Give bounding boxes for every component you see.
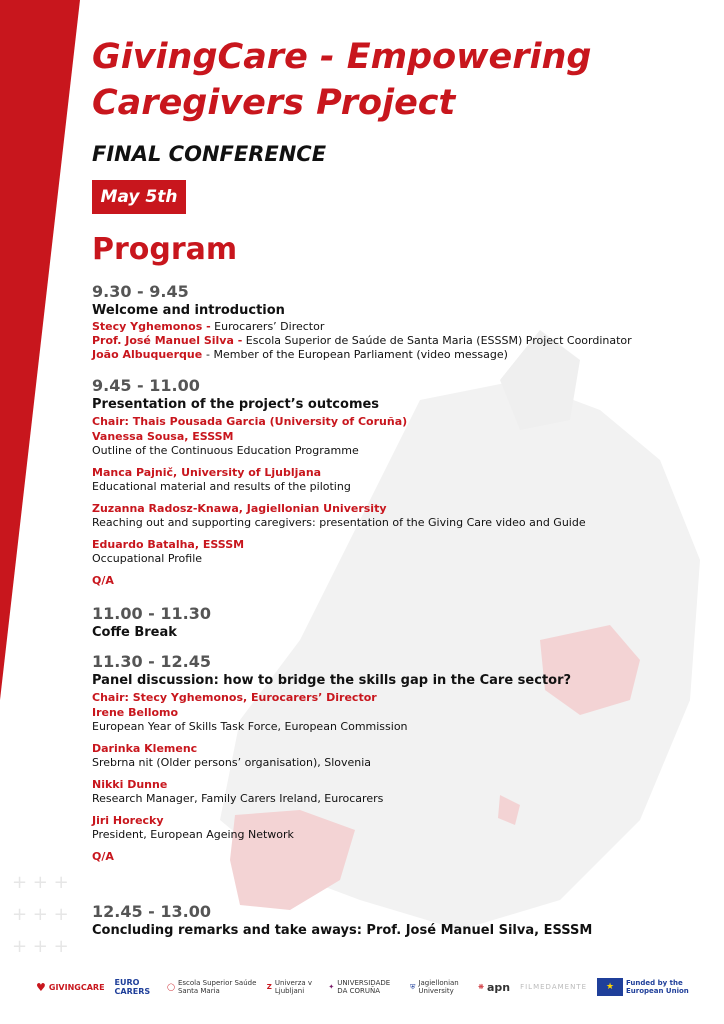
session-title: Coffe Break [92,625,177,640]
session-title: Welcome and introduction [92,303,285,318]
conference-subtitle: FINAL CONFERENCE [92,142,327,166]
speaker-name: Darinka Klemenc [92,742,198,755]
session-title: Concluding remarks and take aways: Prof. José Manuel Silva, ESSSM [92,923,593,938]
session-chair: Chair: Thais Pousada Garcia (University of Coruña) [92,415,408,428]
filmedamente-logo: FILMEDAMENTE [520,983,587,991]
speaker-desc: Occupational Profile [92,552,203,565]
session-time: 9.30 - 9.45 [92,282,189,301]
jagiellonian-logo: ⛨ Jagiellonian University [410,979,459,995]
speaker-name: Eduardo Batalha, ESSSM [92,538,245,551]
session-time: 9.45 - 11.00 [92,376,200,395]
speaker-line: Stecy Yghemonos - Eurocarers’ Director [92,320,325,333]
speaker-line: João Albuquerque - Member of the European Parliament (video message) [92,348,508,361]
session-title: Presentation of the project’s outcomes [92,397,380,412]
session-welcome [92,282,712,362]
date-badge: May 5th [92,180,186,214]
program-heading: Program [92,232,238,267]
page-title: GivingCare - Empowering Caregivers Project [92,37,592,123]
qa-label: Q/A [92,574,114,587]
givingcare-logo: ♥ GIVINGCARE [36,980,105,994]
eurocarers-logo: EURO CARERS [114,978,151,996]
speaker-line: Prof. José Manuel Silva - Escola Superior de Saúde de Santa Maria (ESSSM) Project Coordinator [92,334,632,347]
eu-funding-logo: ★ Funded by the European Union [597,978,696,996]
qa-label: Q/A [92,850,114,863]
session-outcomes [92,376,712,588]
partner-logos [36,972,696,1002]
session-title: Panel discussion: how to bridge the skills gap in the Care sector? [92,673,572,688]
speaker-name: Nikki Dunne [92,778,168,791]
speaker-name: Irene Bellomo [92,706,179,719]
speaker-name: Manca Pajnič, University of Ljubljana [92,466,322,479]
session-panel [92,652,712,864]
speaker-name: Vanessa Sousa, ESSSM [92,430,234,443]
session-time: 11.00 - 11.30 [92,604,211,623]
speaker-desc: European Year of Skills Task Force, European Commission [92,720,408,733]
ljubljana-logo: Z Univerza v Ljubljani [266,979,313,995]
session-coffee [92,604,712,642]
session-time: 11.30 - 12.45 [92,652,211,671]
speaker-desc: Reaching out and supporting caregivers: presentation of the Giving Care video and Guide [92,516,586,529]
session-closing [92,902,712,940]
speaker-desc: President, European Ageing Network [92,828,294,841]
speaker-name: Zuzanna Radosz-Knawa, Jagiellonian University [92,502,387,515]
coruna-logo: ✦ UNIVERSIDADE DA CORUÑA [328,979,391,995]
speaker-desc: Research Manager, Family Carers Ireland, Eurocarers [92,792,384,805]
plus-pattern-icon: + + + [12,936,69,957]
apn-logo: ❋ apn [478,980,511,994]
speaker-desc: Srebrna nit (Older persons’ organisation), Slovenia [92,756,372,769]
plus-pattern-icon: + + + [12,904,69,925]
esssm-logo: ◯ Escola Superior Saúde Santa Maria [167,979,257,995]
session-time: 12.45 - 13.00 [92,902,211,921]
plus-pattern-icon: + + + [12,872,69,893]
speaker-desc: Educational material and results of the piloting [92,480,351,493]
speaker-name: Jiri Horecky [92,814,164,827]
session-chair: Chair: Stecy Yghemonos, Eurocarers’ Director [92,691,377,704]
eu-flag-icon: ★ [597,978,623,996]
speaker-desc: Outline of the Continuous Education Programme [92,444,359,457]
